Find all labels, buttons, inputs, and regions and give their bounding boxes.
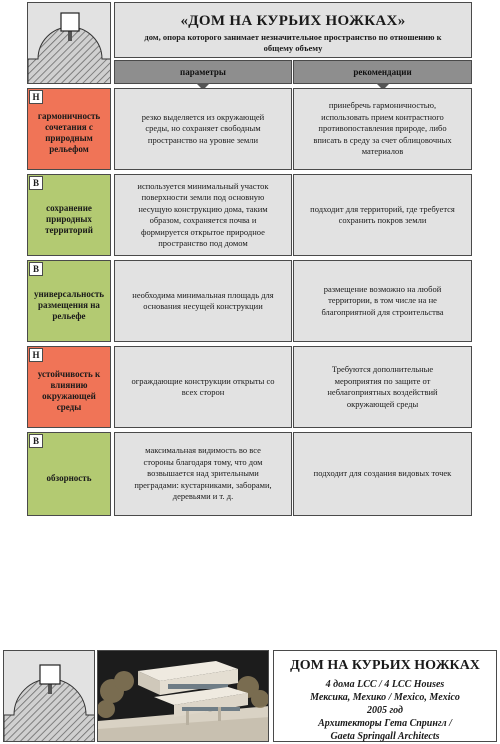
- recommendation-text: принебречь гармоничностью, использовать прием контрастного противопоставления природе, либо вписать в среду за счет облицовочных материалов: [313, 100, 452, 157]
- column-header-recs: [293, 60, 472, 84]
- param-cell: [114, 174, 292, 256]
- footer-line-5: Gaeta Springall Architects: [330, 731, 440, 742]
- status-badge: В: [29, 262, 43, 276]
- page-title: «ДОМ НА КУРЬИХ НОЖКАХ»: [180, 13, 406, 29]
- column-header-recs-label: рекомендации: [353, 67, 412, 77]
- footer-title-block: [273, 650, 497, 742]
- param-cell: [114, 432, 292, 516]
- page-subtitle: дом, опора которого занимает незначительное пространство по отношению к общему объему: [144, 32, 442, 53]
- recommendation-cell: [293, 260, 472, 342]
- footer-title: ДОМ НА КУРЬИХ НОЖКАХ: [290, 658, 480, 673]
- title-box: [114, 2, 472, 58]
- row-label-text: универсальность размещения на рельефе: [33, 288, 105, 321]
- footer-line-3: 2005 год: [366, 705, 404, 716]
- footer-line-2: Мексика, Мехико / Mexico, Mexico: [310, 692, 460, 703]
- architectural-model-photo: [97, 650, 269, 742]
- recommendation-cell: [293, 88, 472, 170]
- recommendation-text: подходит для создания видовых точек: [313, 468, 452, 479]
- row-label-resistance: [27, 346, 111, 428]
- row-label-harmony: [27, 88, 111, 170]
- param-text: максимальная видимость во все стороны благодаря тому, что дом возвышается над зрительными преградами: кустарниками, заборами, деревьями и т. д.: [134, 445, 272, 502]
- row-label-text: сохранение природных территорий: [45, 202, 93, 235]
- param-cell: [114, 88, 292, 170]
- recommendation-text: размещение возможно на любой территории, в том числе на не благоприятной для строительства: [321, 283, 444, 317]
- status-badge: В: [29, 434, 43, 448]
- status-badge: Н: [29, 90, 43, 104]
- status-badge: Н: [29, 348, 43, 362]
- status-badge: В: [29, 176, 43, 190]
- house-on-legs-schematic-icon: [27, 2, 111, 84]
- recommendation-text: Требуются дополнительные мероприятия по защите от неблагоприятных воздействий окружающей среды: [327, 364, 438, 409]
- row-label-text: устойчивость к влиянию окружающей среды: [37, 369, 101, 412]
- param-text: резко выделяется из окружающей среды, но сохраняет свободным пространство на уровне земли: [141, 111, 265, 145]
- column-header-params-label: параметры: [180, 67, 226, 77]
- footer-line-1: 4 дома LCC / 4 LCC Houses: [325, 679, 445, 690]
- row-label-preservation: [27, 174, 111, 256]
- footer-line-4: Архитекторы Гета Спрингл /: [318, 718, 452, 729]
- param-text: ограждающие конструкции открыты со всех сторон: [131, 375, 275, 397]
- row-label-text: обзорность: [46, 472, 92, 483]
- recommendation-cell: [293, 432, 472, 516]
- row-label-visibility: [27, 432, 111, 516]
- footer-house-schematic-icon: [3, 650, 95, 742]
- param-text: необходима минимальная площадь для основания несущей конструкции: [132, 289, 274, 311]
- column-header-params: [114, 60, 292, 84]
- param-cell: [114, 346, 292, 428]
- param-text: используется минимальный участок поверхности земли под основную несущую конструкцию дома, таким образом, сохраняется почва и формируется открытое природное пространство под домом: [137, 180, 269, 248]
- row-label-universality: [27, 260, 111, 342]
- row-label-text: гармоничность сочетания с природным рельефом: [37, 111, 101, 154]
- param-cell: [114, 260, 292, 342]
- recommendation-text: подходит для территорий, где требуется сохранить покров земли: [310, 203, 455, 225]
- recommendation-cell: [293, 346, 472, 428]
- recommendation-cell: [293, 174, 472, 256]
